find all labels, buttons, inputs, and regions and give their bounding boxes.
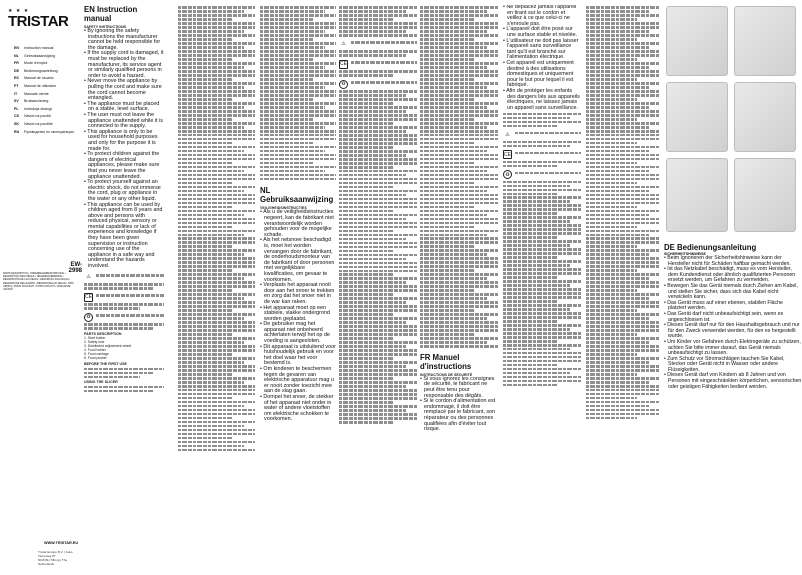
list-item: • Afin de protéger les enfants des dangers liés aux appareils électriques, ne laissez jamais un appareil sans surveillance. xyxy=(503,87,580,111)
nl-safety-heading: VEILIGHEIDSINSTRUCTIES xyxy=(260,206,307,211)
warning-row xyxy=(84,273,164,282)
recycle-icon: ♻ xyxy=(339,80,348,89)
company-address: Tristar Europe B.V. | Jules Verneweg 87 5015 BH Tilburg | The Netherlands xyxy=(38,550,73,566)
list-item: • The user must not leave the appliance unattended while it is connected to the supply. xyxy=(84,112,163,130)
language-entry: SK Návod na použitie xyxy=(14,121,53,126)
list-item: • Bewegen Sie das Gerät niemals durch Ziehen am Kabel, und stellen Sie sicher, dass sich das Kabel nicht verwickeln kann. xyxy=(664,282,798,301)
warning-row xyxy=(339,40,417,49)
warning-triangle-icon: ⚠ xyxy=(86,274,91,281)
en-parts-heading: PARTS DESCRIPTION xyxy=(84,331,122,336)
list-item: • Dieses Gerät darf von Kindern ab 8 Jahren und von Personen mit eingeschränkten körperlichen, sensorischen oder geistigen Fähigkeiten bedient werden. xyxy=(664,372,802,390)
ce-row xyxy=(503,150,581,159)
list-item: • Zum Schutz vor Stromschlägen tauchen Sie Kabel, Stecker oder Gerät nicht in Wasser oder andere Flüssigkeiten. xyxy=(664,355,785,373)
language-index xyxy=(14,45,84,136)
list-item: • By ignoring the safety instructions the manufacturer cannot be held responsible for the damage. xyxy=(84,28,161,51)
list-item: • This appliance is only to be used for household purposes and only for the purpose it is made for. xyxy=(84,128,158,152)
list-item: • The appliance must be placed on a stable, level surface. xyxy=(84,100,160,113)
de-safety-heading: SICHERHEITSHINWEISE xyxy=(664,252,706,256)
nl-title: NL Gebruiksaanwijzing xyxy=(260,186,334,205)
de-section xyxy=(664,243,802,390)
list-item: • Cet appareil est uniquement destiné à des utilisations domestiques et uniquement pour le but pour lequel il est fabriqué. xyxy=(503,59,574,89)
de-title: DE Bedienungsanleitung xyxy=(664,243,757,252)
language-entry: IT Manuale utente xyxy=(14,91,49,96)
list-item: • Als u de veiligheidsinstructies negeert, kan de fabrikant niet verantwoordelijk worden gehouden voor de mogelijke schade. xyxy=(260,209,334,238)
en-before-heading: BEFORE THE FIRST USE xyxy=(84,362,127,367)
list-item: • L'appareil doit être posé sur une surface stable et nivelée. xyxy=(503,26,578,38)
list-item: 5. Food carriage xyxy=(84,352,109,356)
list-item: • De gebruiker mag het apparaat niet onbeheerd achterlaten terwijl het op de voeding is aangesloten. xyxy=(260,321,330,345)
logo-wordmark: TRISTAR xyxy=(8,13,69,30)
product-photo xyxy=(666,82,728,152)
list-item: • Verplaats het apparaat nooit door aan het snoer te trekken en zorg dat het snoer niet in de war kan raken. xyxy=(260,282,335,305)
fr-safety-heading: INSTRUCTIONS DE SÉCURITÉ xyxy=(420,372,473,377)
product-photo xyxy=(666,6,728,76)
nl-column-2 xyxy=(339,5,417,573)
warning-triangle-icon: ⚠ xyxy=(505,131,510,138)
product-photos xyxy=(664,4,800,236)
product-photo xyxy=(734,82,796,152)
language-entry: CS Návod na použití xyxy=(14,114,51,119)
ce-row xyxy=(84,293,164,302)
ce-mark-icon: CE xyxy=(504,151,511,158)
logo-stars: ★ ★ ★ xyxy=(8,8,30,14)
language-entry: NL Gebruiksaanwijzing xyxy=(14,53,56,58)
list-item: • Si vous ignorez les consignes de sécurité, le fabricant ne peut être tenu pour responsable des dégâts. xyxy=(420,375,495,399)
recycle-row xyxy=(84,313,164,322)
recycle-row xyxy=(339,80,417,89)
fr-column-3 xyxy=(586,5,659,573)
model-number: EW-2998 xyxy=(68,262,82,274)
list-item: • Dompel het snoer, de stekker of het apparaat niet onder in water of andere vloeistoffen om elektrische schokken te voorkomen. xyxy=(260,394,334,423)
recycle-row xyxy=(503,170,581,179)
website: WWW.TRISTAR.EU xyxy=(44,541,79,545)
en-safety-heading: SAFETY INSTRUCTIONS xyxy=(84,25,127,29)
en-title: EN Instruction manual xyxy=(84,5,138,23)
language-entry: ES Manual de usuario xyxy=(14,76,54,81)
nl-safety-list xyxy=(260,210,336,423)
en-parts-list xyxy=(84,336,164,361)
fr-column xyxy=(420,5,498,573)
list-item: 6. Food pusher xyxy=(84,356,107,361)
fr-safety-list-cont xyxy=(503,5,581,111)
fr-title: FR Manuel d'instructions xyxy=(420,352,472,371)
language-entry: DE Bedienungsanleitung xyxy=(14,68,58,73)
language-entry: SV Bruksanvisning xyxy=(14,99,49,104)
list-item: • Never move the appliance by pulling the cord and make sure the cord cannot become entangled. xyxy=(84,78,162,102)
en-using-heading: USING THE SLICER xyxy=(84,380,118,385)
list-item: • Als het netsnoer beschadigd is, moet het worden vervangen door de fabrikant, de onderhoudsmonteur van de fabrikant of door personen met vergelijkbare kwalificaties, om gevaar te voorkomen. xyxy=(260,237,335,283)
list-item: • If the supply cord is damaged, it must be replaced by the manufacturer, its service agent or similarly qualified persons in order to avoid a hazard. xyxy=(84,50,164,79)
list-item: • Om kinderen te beschermen tegen de gevaren van elektrische apparatuur mag u er nooit zonder toezicht mee aan de slag gaan. xyxy=(260,366,334,395)
nl-column xyxy=(260,5,336,573)
language-entry: EN Instruction manual xyxy=(14,46,54,50)
warning-row xyxy=(503,130,581,139)
ce-mark-icon: CE xyxy=(85,294,92,301)
language-entry: RU Руководство по эксплуатации xyxy=(14,129,74,134)
product-photo xyxy=(666,158,728,232)
cover-panel xyxy=(0,0,82,575)
list-item: 4. Food holder xyxy=(84,347,106,352)
list-item: • Dieses Gerät darf nur für den Haushaltsgebrauch und nur für den Zweck verwendet werden, für den es hergestellt wurde. xyxy=(664,322,800,340)
list-item: • Um Kinder vor Gefahren durch Elektrogeräte zu schützen, achten Sie bitte immer darauf, das Gerät niemals unbeaufsichtigt zu lassen. xyxy=(664,338,801,357)
ce-row xyxy=(339,60,417,69)
parts-description-languages: PARTS DESCRIPTION • ONDERDELENBESCHRIJVING • DESCRIPTION DES PIÈCES • TEILEBESCHREIBUNG • DESCRIPCIÓN DE LAS PIEZAS • DESCRIÇÃO DAS PEÇAS • DESCRIZIONE DELLE PARTI • BESKRIVNING AV DELAR • OPIS CZĘŚCI • POPIS SOUČÁSTÍ • POPIS SÚČASTÍ • ОПИСАНИЕ ЧАСТЕЙ xyxy=(3,272,74,292)
list-item: • Ne déplacez jamais l'appareil en tirant sur le cordon et veillez à ce que celui-ci ne s'enroule pas. xyxy=(503,5,577,27)
list-item: • Das Gerät muss auf einer ebenen, stabilen Fläche platziert werden. xyxy=(664,299,783,312)
product-photo xyxy=(734,6,796,76)
list-item: • To protect children against the dangers of electrical appliances, please make sure that you never leave the appliance unattended. xyxy=(84,151,160,180)
language-entry: PL Instrukcja obsługi xyxy=(14,106,52,111)
de-safety-list xyxy=(664,256,802,390)
brand-logo xyxy=(8,8,78,30)
warning-triangle-icon: ⚠ xyxy=(341,41,346,48)
recycle-icon: ♻ xyxy=(84,313,93,322)
en-column-2 xyxy=(178,5,255,573)
en-column-1 xyxy=(84,5,164,573)
product-photo xyxy=(734,158,796,232)
list-item: • To protect yourself against an electric shock, do not immerse the cord, plug or appliance in the water or any other liquid. xyxy=(84,179,161,202)
fr-safety-list xyxy=(420,377,498,433)
list-item: • Das Gerät darf nicht unbeaufsichtigt sein, wenn es angeschlossen ist. xyxy=(664,310,784,323)
list-item: 2. Safety lock xyxy=(84,339,105,344)
language-entry: PT Manual de utilizador xyxy=(14,83,57,88)
list-item: • Dit apparaat is uitsluitend voor huishoudelijk gebruik en voor het doel waar het voor bestemd is. xyxy=(260,343,336,367)
list-item: • L'utilisateur ne doit pas laisser l'appareil sans surveillance tant qu'il est branché sur l'alimentation électrique. xyxy=(503,37,579,61)
list-item: • This appliance can be used by children aged from 8 years and above and persons with reduced physical, sensory or mental capabilities or lack of experience and knowledge if they have been given supervision or instruction concerning use of the appliance in a safe way and understand the hazards involved. xyxy=(84,201,163,270)
language-entry: FR Mode d'emploi xyxy=(14,61,48,66)
list-item: • Het apparaat moet op een stabiele, vlakke ondergrond worden geplaatst. xyxy=(260,304,330,322)
en-safety-list xyxy=(84,29,164,270)
list-item: • Beim Ignorieren der Sicherheitshinweise kann der Hersteller nicht für Schäden haftbar gemacht werden. xyxy=(664,255,791,267)
recycle-icon: ♻ xyxy=(503,170,512,179)
list-item: • Ist das Netzkabel beschädigt, muss es vom Hersteller, dem Kundendienst oder ähnlich qualifizierten Personen ersetzt werden, um Gefahren zu vermeiden. xyxy=(664,266,796,284)
list-item: 1. Start button xyxy=(84,335,106,340)
list-item: 3. Distributed adjustment wheel xyxy=(84,343,132,348)
list-item: • Si le cordon d'alimentation est endommagé, il doit être remplacé par le fabricant, son réparateur ou des personnes qualifiées afin d'éviter tout risque. xyxy=(420,398,496,433)
ce-mark-icon: CE xyxy=(340,61,347,68)
fr-column-2 xyxy=(503,5,581,573)
